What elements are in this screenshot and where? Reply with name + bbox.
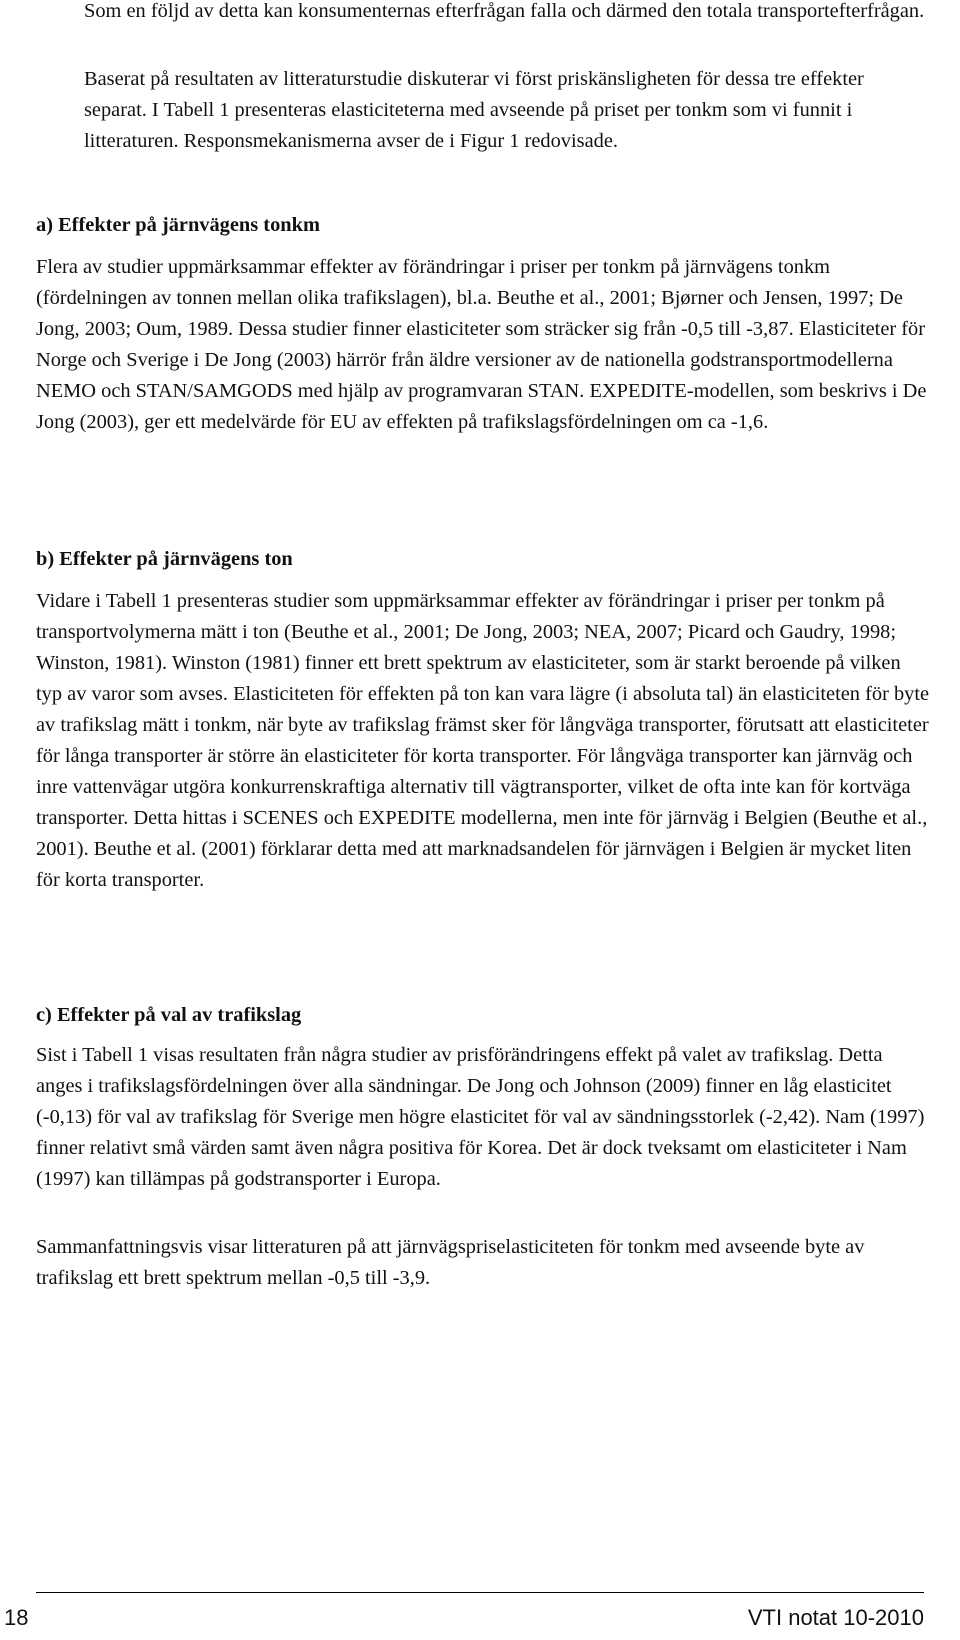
section-c-paragraph-1: Sist i Tabell 1 visas resultaten från några studier av prisförändringens effekt på valet av trafikslag. Detta anges i trafikslagsfördelningen över alla sändningar. De Jong och Johnson (2009) finner en låg elasticitet (-0,13) för val av trafikslag för Sverige men högre elasticitet för val av sändningsstorlek (-2,42). Nam (1997) finner relativt små värden samt även några positiva för Korea. Det är dock tveksamt om elasticiteter i Nam (1997) kan tillämpas på godstransporter i Europa. (36, 1044, 925, 1190)
publication-id: VTI notat 10-2010 (747, 1605, 924, 1630)
intro-paragraph-1: Som en följd av detta kan konsumenternas efterfrågan falla och därmed den totala transportefterfrågan. (84, 0, 925, 22)
section-c-heading: c) Effekter på val av trafikslag (36, 1004, 302, 1026)
section-b-paragraph: Vidare i Tabell 1 presenteras studier som uppmärksammar effekter av förändringar i priser per tonkm på transportvolymerna mätt i ton (Beuthe et al., 2001; De Jong, 2003; NEA, 2007; Picard och Gaudry, 1998; Winston, 1981). Winston (1981) finner ett brett spektrum av elasticiteter, som är starkt beroende på vilken typ av varor som avses. Elasticiteten för effekten på ton kan vara lägre (i absoluta tal) än elasticiteten för byte av trafikslag mätt i tonkm, när byte av trafikslag främst sker för långväga transporter, förutsatt att elasticiteter för långa transporter är större än elasticiteter för korta transporter. För långväga transporter kan järnväg och inre vattenvägar utgöra konkurrenskraftiga alternativ till vägtransporter, vilket de ofta inte kan för kortväga transporter. Detta hittas i SCENES och EXPEDITE modellerna, men inte för järnväg i Belgien (Beuthe et al., 2001). Beuthe et al. (2001) förklarar detta med att marknadsandelen för järnvägen i Belgien är mycket liten för korta transporter. (36, 590, 930, 891)
section-a-paragraph: Flera av studier uppmärksammar effekter av förändringar i priser per tonkm på järnvägens tonkm (fördelningen av tonnen mellan olika trafikslagen), bl.a. Beuthe et al., 2001; Bjørner och Jensen, 1997; De Jong, 2003; Oum, 1989. Dessa studier finner elasticiteter som sträcker sig från -0,5 till -3,87. Elasticiteter för Norge och Sverige i De Jong (2003) härrör från äldre versioner av de nationella godstransportmodellerna NEMO och STAN/SAMGODS med hjälp av programvaran STAN. EXPEDITE-modellen, som beskrivs i De Jong (2003), ger ett medelvärde för EU av effekten på trafikslagsfördelningen om ca -1,6. (36, 256, 927, 433)
section-c-paragraph-2: Sammanfattningsvis visar litteraturen på att järnvägspriselasticiteten för tonkm med avseende byte av trafikslag ett brett spektrum mellan -0,5 till -3,9. (36, 1236, 865, 1289)
intro-paragraph-2: Baserat på resultaten av litteraturstudie diskuterar vi först priskänsligheten för dessa tre effekter separat. I Tabell 1 presenteras elasticiteterna med avseende på priset per tonkm som vi funnit i litteraturen. Responsmekanismerna avser de i Figur 1 redovisade. (84, 68, 864, 152)
footer-rule (36, 1592, 924, 1593)
section-a-heading: a) Effekter på järnvägens tonkm (36, 214, 320, 236)
section-b-heading: b) Effekter på järnvägens ton (36, 548, 293, 570)
page-number: 18 (4, 1605, 29, 1630)
